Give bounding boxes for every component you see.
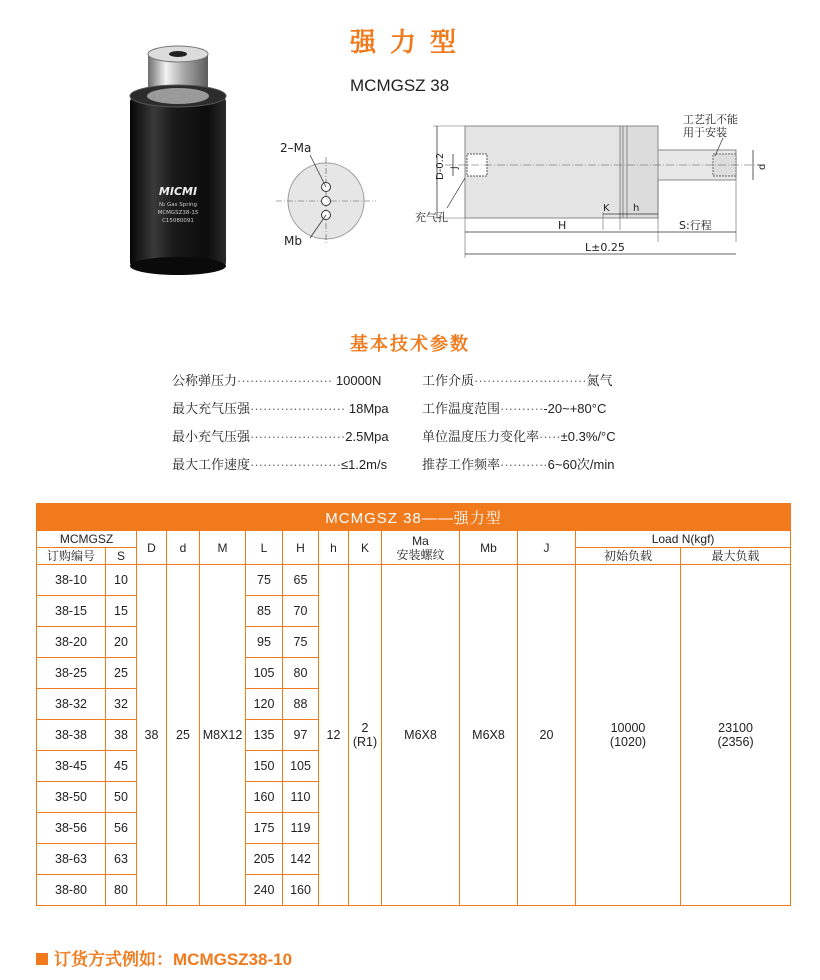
param-right-2: 工作温度范围··········-20~+80°C (422, 401, 607, 416)
spec-table (36, 503, 791, 906)
square-bullet-icon (36, 953, 48, 965)
cell-K: 2 (R1) (349, 565, 382, 906)
col-L: L (246, 531, 283, 565)
table-row: 38-45 45 150 105 (37, 751, 791, 782)
col-Mb: Mb (460, 531, 518, 565)
col-M: M (200, 531, 246, 565)
svg-text:2–Ma: 2–Ma (280, 141, 312, 155)
cell-init-load: 10000 (1020) (576, 565, 681, 906)
cell-h: 12 (319, 565, 349, 906)
svg-text:K: K (603, 203, 610, 214)
table-row: 38-56 56 175 119 (37, 813, 791, 844)
cylinder-body (130, 96, 226, 268)
col-d: d (167, 531, 200, 565)
col-model: MCMGSZ (37, 531, 137, 548)
svg-text:用于安装: 用于安装 (683, 126, 727, 139)
brand-logo: MICMI (158, 185, 198, 198)
table-title: MCMGSZ 38——强力型 (37, 504, 791, 531)
table-row: 38-15 15 85 70 (37, 596, 791, 627)
svg-text:D-0.2: D-0.2 (435, 152, 446, 180)
col-s: S (106, 548, 137, 565)
cell-D: 38 (137, 565, 167, 906)
param-left-3: 最小充气压强······················2.5Mpa (172, 429, 389, 444)
svg-text:工艺孔不能: 工艺孔不能 (683, 113, 738, 126)
svg-text:H: H (558, 219, 567, 232)
col-order: 订购编号 (37, 548, 106, 565)
gas-spring-photo (120, 40, 240, 280)
table-row: 38-63 63 205 142 (37, 844, 791, 875)
bottom-view-diagram (270, 135, 390, 255)
param-right-1: 工作介质··························氮气 (422, 373, 613, 388)
svg-text:L±0.25: L±0.25 (585, 241, 625, 254)
col-D: D (137, 531, 167, 565)
table-row: 38-38 38 135 97 (37, 720, 791, 751)
table-row: 38-50 50 160 110 (37, 782, 791, 813)
param-left-2: 最大充气压强······················ 18Mpa (172, 401, 389, 416)
col-h: h (319, 531, 349, 565)
param-left-1: 公称弹压力······················ 10000N (172, 373, 382, 388)
table-row: 38-20 20 95 75 (37, 627, 791, 658)
col-load: Load N(kgf) (576, 531, 791, 548)
table-row: 38-32 32 120 88 (37, 689, 791, 720)
cell-Mb: M6X8 (460, 565, 518, 906)
svg-text:h: h (633, 203, 640, 214)
cell-max-load: 23100 (2356) (681, 565, 791, 906)
col-max: 最大负载 (681, 548, 791, 565)
svg-text:充气孔: 充气孔 (415, 211, 448, 224)
section-title: 基本技术参数 (350, 334, 470, 354)
svg-text:N₂ Gas Spring: N₂ Gas Spring (158, 202, 198, 208)
cell-d: 25 (167, 565, 200, 906)
cell-M: M8X12 (200, 565, 246, 906)
svg-text:J: J (450, 166, 460, 169)
cell-Ma: M6X8 (382, 565, 460, 906)
col-K: K (349, 531, 382, 565)
table-row: 38-80 80 240 160 (37, 875, 791, 906)
param-right-4: 推荐工作频率···········6~60次/min (422, 457, 615, 472)
page-title: 强力型 (349, 27, 470, 57)
col-init: 初始负载 (576, 548, 681, 565)
cell-J: 20 (518, 565, 576, 906)
col-J: J (518, 531, 576, 565)
svg-text:d: d (757, 163, 768, 170)
svg-text:Mb: Mb (284, 234, 302, 248)
svg-text:C15080091: C15080091 (162, 218, 194, 224)
svg-text:MCMGSZ38-15: MCMGSZ38-15 (157, 210, 199, 216)
param-right-3: 单位温度压力变化率·····±0.3%/°C (422, 429, 616, 444)
svg-text:S:行程: S:行程 (679, 219, 712, 232)
dimension-drawing (415, 108, 785, 258)
table-row: 38-25 25 105 80 (37, 658, 791, 689)
model-name: MCMGSZ 38 (350, 76, 450, 95)
col-Ma: Ma 安装螺纹 (382, 531, 460, 565)
param-left-4: 最大工作速度·····················≤1.2m/s (172, 457, 388, 472)
order-example: 订货方式例如：MCMGSZ38-10 (36, 945, 292, 970)
table-row: 38-10 10 38 25 M8X12 75 65 12 2 (R1) M6X8 M6X8 20 10000 (1020) 23100 (2356) (37, 565, 791, 596)
col-H: H (283, 531, 319, 565)
